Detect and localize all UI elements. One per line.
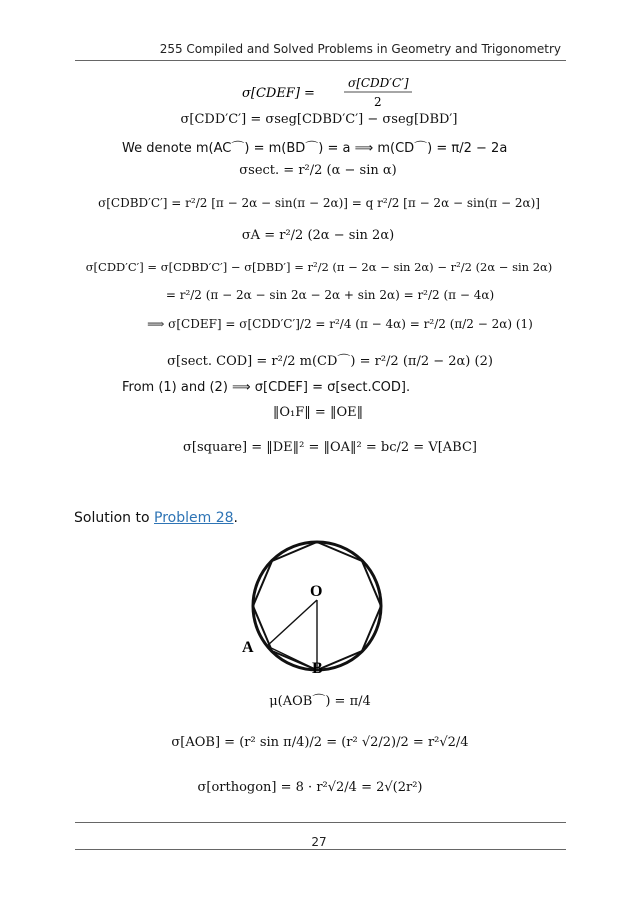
- problem-28-link[interactable]: Problem 28: [154, 510, 234, 526]
- equation-3: We denote m(AC⌒) = m(BD⌒) = a ⟹ m(CD⌒) = π/2 − 2a: [122, 141, 508, 156]
- solution-prefix: Solution to: [74, 510, 154, 526]
- solution-heading: [74, 510, 238, 526]
- label-a: A: [242, 639, 254, 656]
- equation-2: σ[CDD′C′] = σseg[CDBD′C′] − σseg[DBD′]: [180, 112, 458, 127]
- page-number: 27: [311, 835, 327, 849]
- svg-text:σ[CDD′C′]: σ[CDD′C′]: [348, 76, 409, 90]
- equation-8: = r²/2 (π − 2α − sin 2α − 2α + sin 2α) = r²/2 (π − 4α): [165, 288, 495, 302]
- equation-6: σA = r²/2 (2α − sin 2α): [241, 228, 395, 243]
- label-b: B: [312, 660, 323, 676]
- svg-text:σ[CDEF] =: σ[CDEF] =: [242, 86, 315, 101]
- equation-13: σ[square] = ‖DE‖² = ‖OA‖² = bc/2 = V[ABC]: [183, 440, 477, 455]
- equation-9: ⟹ σ[CDEF] = σ[CDD′C′]/2 = r²/4 (π − 4α) = r²/2 (π/2 − 2α) (1): [147, 317, 533, 331]
- equation-10: σ[sect. COD] = r²/2 m(CD⌒) = r²/2 (π/2 − 2α) (2): [167, 354, 493, 369]
- svg-text:2: 2: [374, 95, 382, 109]
- running-header: 255 Compiled and Solved Problems in Geometry and Trigonometry: [159, 42, 561, 56]
- equation-14: μ(AOB⌒) = π/4: [269, 694, 371, 709]
- octagon-figure: [232, 540, 406, 676]
- solution-suffix: .: [233, 510, 238, 526]
- radius-oa: [267, 600, 317, 646]
- equation-1: [240, 75, 420, 113]
- equation-16: σ[orthogon] = 8 · r²√2/4 = 2√(2r²): [197, 780, 423, 795]
- equation-15: σ[AOB] = (r² sin π/4)/2 = (r² √2/2)/2 = r²√2/4: [171, 735, 469, 750]
- equation-11: From (1) and (2) ⟹ σ[CDEF] = σ[sect.COD].: [122, 380, 411, 395]
- footer-rule-bottom: [75, 849, 566, 850]
- label-o: O: [310, 583, 323, 600]
- equation-12: ‖O₁F‖ = ‖OE‖: [272, 405, 364, 420]
- equation-7: σ[CDD′C′] = σ[CDBD′C′] − σ[DBD′] = r²/2 (π − 2α − sin 2α) − r²/2 (2α − sin 2α): [85, 260, 553, 274]
- equation-5: σ[CDBD′C′] = r²/2 [π − 2α − sin(π − 2α)] = q r²/2 [π − 2α − sin(π − 2α)]: [98, 196, 540, 210]
- header-rule: [75, 60, 566, 61]
- footer-rule: [75, 822, 566, 823]
- equation-4: σsect. = r²/2 (α − sin α): [239, 163, 397, 178]
